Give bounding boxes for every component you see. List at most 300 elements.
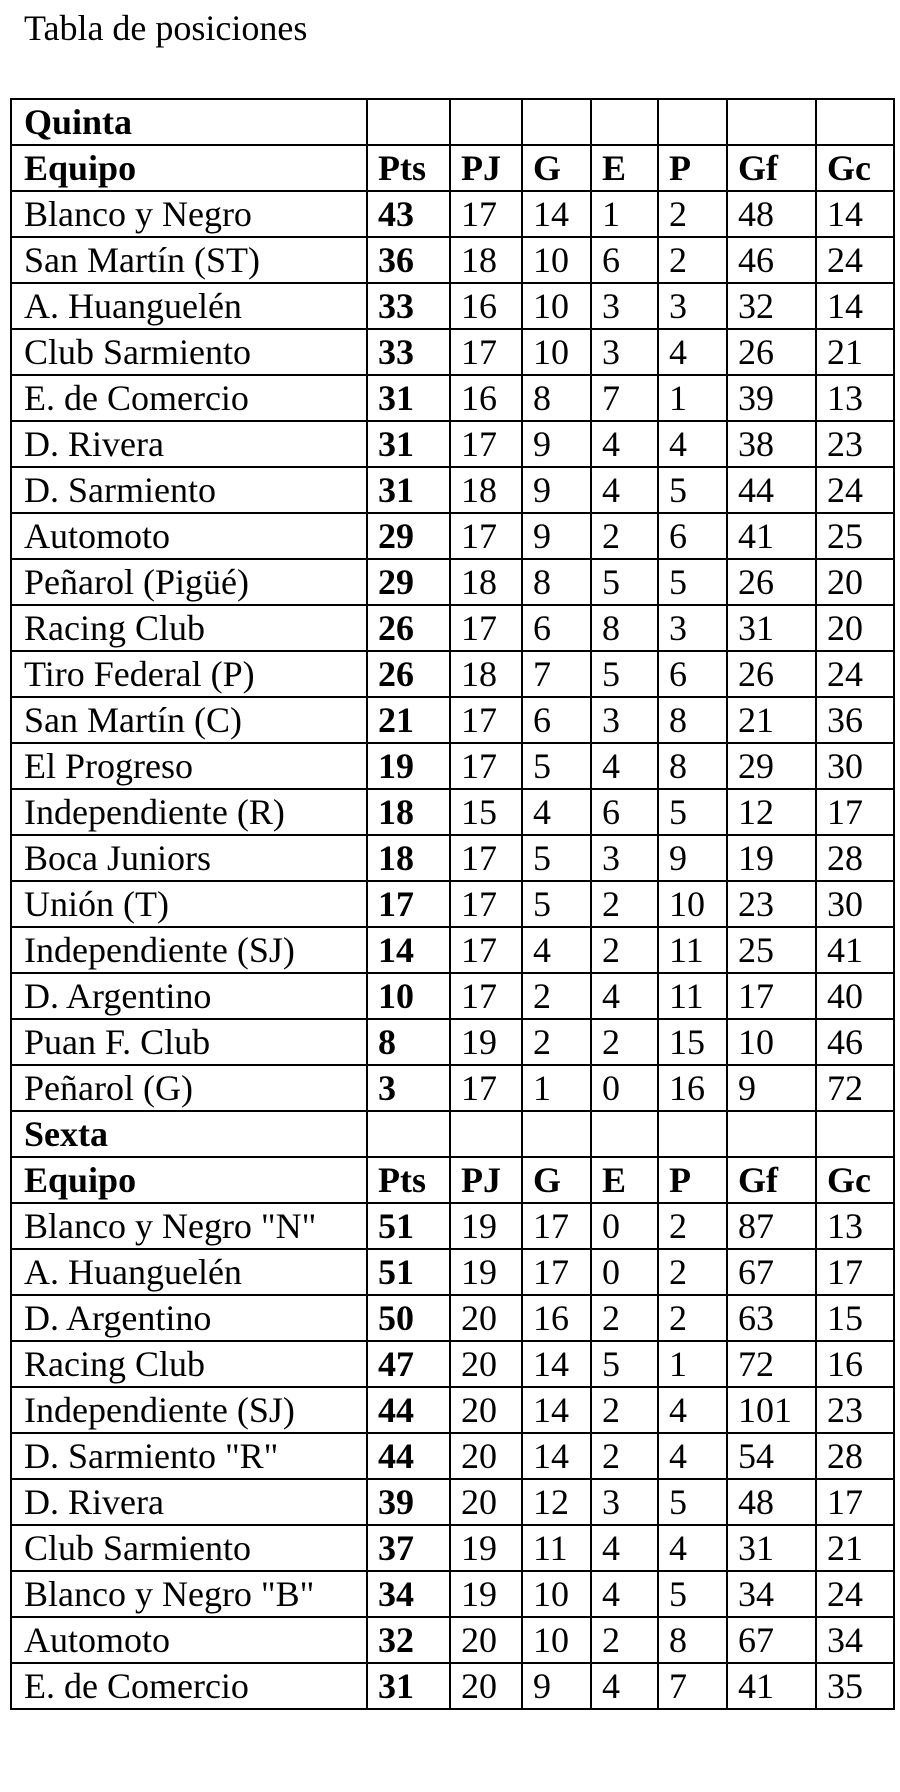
cell-pts: 18 xyxy=(367,835,450,881)
section-title: Quinta xyxy=(11,99,367,145)
cell-g: 14 xyxy=(522,1387,591,1433)
empty-cell xyxy=(591,1111,658,1157)
cell-pj: 17 xyxy=(450,605,522,651)
cell-team: Puan F. Club xyxy=(11,1019,367,1065)
cell-pts: 3 xyxy=(367,1065,450,1111)
cell-pts: 21 xyxy=(367,697,450,743)
empty-cell xyxy=(522,99,591,145)
table-row xyxy=(11,513,894,559)
cell-p: 4 xyxy=(658,421,727,467)
cell-p: 8 xyxy=(658,697,727,743)
cell-pj: 16 xyxy=(450,283,522,329)
cell-g: 14 xyxy=(522,191,591,237)
cell-p: 16 xyxy=(658,1065,727,1111)
cell-pts: 44 xyxy=(367,1433,450,1479)
table-row xyxy=(11,1295,894,1341)
cell-gc: 13 xyxy=(816,375,894,421)
cell-gc: 17 xyxy=(816,789,894,835)
cell-pts: 26 xyxy=(367,651,450,697)
cell-team: D. Argentino xyxy=(11,973,367,1019)
cell-p: 5 xyxy=(658,789,727,835)
cell-pts: 44 xyxy=(367,1387,450,1433)
cell-gf: 72 xyxy=(727,1341,816,1387)
column-header-gc: Gc xyxy=(816,1157,894,1203)
empty-cell xyxy=(727,99,816,145)
cell-gf: 101 xyxy=(727,1387,816,1433)
table-row xyxy=(11,559,894,605)
cell-pj: 19 xyxy=(450,1571,522,1617)
table-row xyxy=(11,651,894,697)
cell-gf: 38 xyxy=(727,421,816,467)
cell-p: 5 xyxy=(658,1479,727,1525)
table-row xyxy=(11,375,894,421)
cell-p: 2 xyxy=(658,1203,727,1249)
cell-gf: 32 xyxy=(727,283,816,329)
table-row xyxy=(11,1387,894,1433)
cell-team: Independiente (SJ) xyxy=(11,1387,367,1433)
cell-pts: 31 xyxy=(367,421,450,467)
cell-pj: 17 xyxy=(450,927,522,973)
column-header-gc: Gc xyxy=(816,145,894,191)
table-row xyxy=(11,421,894,467)
cell-pts: 17 xyxy=(367,881,450,927)
cell-g: 10 xyxy=(522,237,591,283)
cell-gf: 46 xyxy=(727,237,816,283)
cell-pj: 18 xyxy=(450,651,522,697)
cell-gc: 46 xyxy=(816,1019,894,1065)
cell-gf: 23 xyxy=(727,881,816,927)
cell-pj: 18 xyxy=(450,237,522,283)
cell-gc: 36 xyxy=(816,697,894,743)
cell-pj: 17 xyxy=(450,421,522,467)
cell-gc: 24 xyxy=(816,467,894,513)
cell-pts: 51 xyxy=(367,1203,450,1249)
cell-p: 11 xyxy=(658,927,727,973)
table-row xyxy=(11,973,894,1019)
cell-g: 16 xyxy=(522,1295,591,1341)
cell-gc: 40 xyxy=(816,973,894,1019)
cell-g: 14 xyxy=(522,1341,591,1387)
cell-g: 2 xyxy=(522,973,591,1019)
cell-g: 6 xyxy=(522,605,591,651)
cell-pj: 15 xyxy=(450,789,522,835)
table-row xyxy=(11,1249,894,1295)
cell-e: 2 xyxy=(591,513,658,559)
table-row xyxy=(11,1525,894,1571)
table-row xyxy=(11,1479,894,1525)
cell-team: Tiro Federal (P) xyxy=(11,651,367,697)
cell-pj: 20 xyxy=(450,1663,522,1709)
cell-team: Blanco y Negro xyxy=(11,191,367,237)
table-row xyxy=(11,605,894,651)
cell-pts: 37 xyxy=(367,1525,450,1571)
cell-team: D. Sarmiento xyxy=(11,467,367,513)
cell-g: 8 xyxy=(522,559,591,605)
cell-team: Peñarol (Pigüé) xyxy=(11,559,367,605)
cell-e: 6 xyxy=(591,789,658,835)
cell-g: 12 xyxy=(522,1479,591,1525)
table-row xyxy=(11,1203,894,1249)
cell-pts: 50 xyxy=(367,1295,450,1341)
cell-pj: 20 xyxy=(450,1341,522,1387)
cell-gc: 14 xyxy=(816,191,894,237)
cell-gc: 20 xyxy=(816,605,894,651)
cell-gc: 25 xyxy=(816,513,894,559)
empty-cell xyxy=(367,99,450,145)
cell-team: D. Rivera xyxy=(11,1479,367,1525)
cell-team: Peñarol (G) xyxy=(11,1065,367,1111)
cell-g: 9 xyxy=(522,1663,591,1709)
cell-pj: 19 xyxy=(450,1019,522,1065)
table-row xyxy=(11,1065,894,1111)
cell-pts: 26 xyxy=(367,605,450,651)
cell-pts: 29 xyxy=(367,559,450,605)
cell-gf: 31 xyxy=(727,605,816,651)
cell-e: 2 xyxy=(591,1295,658,1341)
cell-team: D. Argentino xyxy=(11,1295,367,1341)
cell-team: A. Huanguelén xyxy=(11,1249,367,1295)
cell-e: 5 xyxy=(591,1341,658,1387)
cell-pts: 31 xyxy=(367,1663,450,1709)
cell-pj: 17 xyxy=(450,191,522,237)
cell-p: 10 xyxy=(658,881,727,927)
cell-gc: 24 xyxy=(816,651,894,697)
cell-pts: 47 xyxy=(367,1341,450,1387)
cell-pts: 34 xyxy=(367,1571,450,1617)
cell-e: 1 xyxy=(591,191,658,237)
cell-g: 10 xyxy=(522,329,591,375)
table-row xyxy=(11,927,894,973)
cell-g: 5 xyxy=(522,743,591,789)
cell-team: Club Sarmiento xyxy=(11,1525,367,1571)
cell-team: El Progreso xyxy=(11,743,367,789)
cell-g: 5 xyxy=(522,835,591,881)
cell-team: Unión (T) xyxy=(11,881,367,927)
cell-e: 4 xyxy=(591,743,658,789)
cell-gf: 31 xyxy=(727,1525,816,1571)
cell-gf: 19 xyxy=(727,835,816,881)
cell-pj: 16 xyxy=(450,375,522,421)
cell-e: 4 xyxy=(591,1571,658,1617)
cell-gc: 17 xyxy=(816,1479,894,1525)
cell-g: 17 xyxy=(522,1203,591,1249)
cell-gf: 54 xyxy=(727,1433,816,1479)
table-row xyxy=(11,697,894,743)
cell-pj: 17 xyxy=(450,513,522,559)
cell-pj: 20 xyxy=(450,1387,522,1433)
cell-pj: 17 xyxy=(450,881,522,927)
cell-p: 4 xyxy=(658,1433,727,1479)
cell-g: 9 xyxy=(522,467,591,513)
cell-e: 3 xyxy=(591,835,658,881)
cell-gf: 17 xyxy=(727,973,816,1019)
cell-gf: 87 xyxy=(727,1203,816,1249)
cell-team: E. de Comercio xyxy=(11,375,367,421)
cell-g: 9 xyxy=(522,421,591,467)
cell-p: 11 xyxy=(658,973,727,1019)
cell-gf: 26 xyxy=(727,651,816,697)
cell-pj: 17 xyxy=(450,697,522,743)
cell-gf: 39 xyxy=(727,375,816,421)
column-header-gf: Gf xyxy=(727,1157,816,1203)
table-row xyxy=(11,881,894,927)
cell-g: 17 xyxy=(522,1249,591,1295)
empty-cell xyxy=(591,99,658,145)
cell-pj: 18 xyxy=(450,467,522,513)
cell-e: 2 xyxy=(591,1019,658,1065)
cell-e: 3 xyxy=(591,329,658,375)
section-title: Sexta xyxy=(11,1111,367,1157)
empty-cell xyxy=(367,1111,450,1157)
column-header-pts: Pts xyxy=(367,145,450,191)
table-row xyxy=(11,1663,894,1709)
column-header-row xyxy=(11,145,894,191)
standings-table xyxy=(10,98,895,1710)
cell-gf: 12 xyxy=(727,789,816,835)
cell-team: A. Huanguelén xyxy=(11,283,367,329)
cell-pj: 17 xyxy=(450,973,522,1019)
table-row xyxy=(11,743,894,789)
section-header-row xyxy=(11,1111,894,1157)
cell-gc: 23 xyxy=(816,421,894,467)
cell-g: 14 xyxy=(522,1433,591,1479)
cell-gc: 21 xyxy=(816,329,894,375)
cell-gc: 72 xyxy=(816,1065,894,1111)
cell-e: 4 xyxy=(591,467,658,513)
cell-e: 4 xyxy=(591,1525,658,1571)
column-header-pj: PJ xyxy=(450,145,522,191)
cell-e: 7 xyxy=(591,375,658,421)
cell-p: 7 xyxy=(658,1663,727,1709)
cell-p: 8 xyxy=(658,743,727,789)
cell-p: 5 xyxy=(658,559,727,605)
cell-team: D. Rivera xyxy=(11,421,367,467)
cell-pj: 17 xyxy=(450,1065,522,1111)
cell-pts: 10 xyxy=(367,973,450,1019)
cell-team: Automoto xyxy=(11,513,367,559)
cell-e: 3 xyxy=(591,697,658,743)
cell-e: 2 xyxy=(591,927,658,973)
cell-gc: 16 xyxy=(816,1341,894,1387)
cell-e: 2 xyxy=(591,1433,658,1479)
cell-gf: 44 xyxy=(727,467,816,513)
cell-gf: 67 xyxy=(727,1249,816,1295)
cell-pj: 20 xyxy=(450,1479,522,1525)
cell-gf: 63 xyxy=(727,1295,816,1341)
cell-g: 2 xyxy=(522,1019,591,1065)
cell-p: 6 xyxy=(658,651,727,697)
cell-gc: 17 xyxy=(816,1249,894,1295)
table-row xyxy=(11,329,894,375)
cell-g: 9 xyxy=(522,513,591,559)
table-row xyxy=(11,835,894,881)
cell-pts: 32 xyxy=(367,1617,450,1663)
cell-pj: 17 xyxy=(450,329,522,375)
table-row xyxy=(11,467,894,513)
cell-p: 3 xyxy=(658,605,727,651)
table-row xyxy=(11,1617,894,1663)
cell-pts: 39 xyxy=(367,1479,450,1525)
cell-p: 5 xyxy=(658,1571,727,1617)
cell-pj: 20 xyxy=(450,1295,522,1341)
column-header-p: P xyxy=(658,145,727,191)
cell-pj: 19 xyxy=(450,1203,522,1249)
cell-gf: 34 xyxy=(727,1571,816,1617)
cell-pj: 20 xyxy=(450,1617,522,1663)
cell-g: 11 xyxy=(522,1525,591,1571)
cell-e: 2 xyxy=(591,1617,658,1663)
table-row xyxy=(11,1571,894,1617)
cell-e: 5 xyxy=(591,651,658,697)
cell-p: 9 xyxy=(658,835,727,881)
column-header-g: G xyxy=(522,1157,591,1203)
cell-gf: 25 xyxy=(727,927,816,973)
cell-team: Blanco y Negro "B" xyxy=(11,1571,367,1617)
column-header-g: G xyxy=(522,145,591,191)
cell-e: 3 xyxy=(591,1479,658,1525)
cell-gc: 30 xyxy=(816,881,894,927)
cell-gc: 20 xyxy=(816,559,894,605)
cell-team: Blanco y Negro "N" xyxy=(11,1203,367,1249)
cell-gc: 24 xyxy=(816,1571,894,1617)
table-row xyxy=(11,191,894,237)
cell-gc: 13 xyxy=(816,1203,894,1249)
empty-cell xyxy=(816,99,894,145)
cell-gc: 28 xyxy=(816,835,894,881)
cell-pj: 18 xyxy=(450,559,522,605)
cell-pts: 19 xyxy=(367,743,450,789)
cell-e: 8 xyxy=(591,605,658,651)
cell-team: Club Sarmiento xyxy=(11,329,367,375)
cell-e: 4 xyxy=(591,1663,658,1709)
cell-team: Automoto xyxy=(11,1617,367,1663)
cell-e: 0 xyxy=(591,1203,658,1249)
cell-gc: 23 xyxy=(816,1387,894,1433)
cell-gc: 35 xyxy=(816,1663,894,1709)
cell-pts: 31 xyxy=(367,467,450,513)
cell-pj: 17 xyxy=(450,743,522,789)
cell-e: 2 xyxy=(591,1387,658,1433)
cell-gc: 28 xyxy=(816,1433,894,1479)
cell-p: 2 xyxy=(658,191,727,237)
cell-gc: 24 xyxy=(816,237,894,283)
cell-g: 5 xyxy=(522,881,591,927)
cell-g: 8 xyxy=(522,375,591,421)
cell-team: San Martín (C) xyxy=(11,697,367,743)
cell-p: 4 xyxy=(658,329,727,375)
empty-cell xyxy=(450,99,522,145)
column-header-row xyxy=(11,1157,894,1203)
cell-e: 4 xyxy=(591,973,658,1019)
cell-e: 2 xyxy=(591,881,658,927)
column-header-team: Equipo xyxy=(11,1157,367,1203)
column-header-e: E xyxy=(591,1157,658,1203)
cell-gc: 30 xyxy=(816,743,894,789)
cell-gf: 10 xyxy=(727,1019,816,1065)
cell-e: 0 xyxy=(591,1249,658,1295)
cell-team: E. de Comercio xyxy=(11,1663,367,1709)
cell-gc: 41 xyxy=(816,927,894,973)
cell-g: 10 xyxy=(522,1571,591,1617)
cell-pj: 20 xyxy=(450,1433,522,1479)
cell-p: 6 xyxy=(658,513,727,559)
column-header-pj: PJ xyxy=(450,1157,522,1203)
standings-body xyxy=(11,99,894,1709)
cell-gf: 26 xyxy=(727,329,816,375)
cell-team: Racing Club xyxy=(11,605,367,651)
table-row xyxy=(11,789,894,835)
cell-team: Independiente (SJ) xyxy=(11,927,367,973)
cell-p: 8 xyxy=(658,1617,727,1663)
cell-team: Racing Club xyxy=(11,1341,367,1387)
cell-g: 6 xyxy=(522,697,591,743)
empty-cell xyxy=(658,99,727,145)
cell-gf: 41 xyxy=(727,513,816,559)
cell-p: 2 xyxy=(658,237,727,283)
cell-pj: 19 xyxy=(450,1525,522,1571)
cell-e: 0 xyxy=(591,1065,658,1111)
column-header-e: E xyxy=(591,145,658,191)
empty-cell xyxy=(450,1111,522,1157)
cell-team: Boca Juniors xyxy=(11,835,367,881)
cell-gc: 34 xyxy=(816,1617,894,1663)
empty-cell xyxy=(522,1111,591,1157)
column-header-pts: Pts xyxy=(367,1157,450,1203)
cell-g: 4 xyxy=(522,927,591,973)
cell-p: 1 xyxy=(658,1341,727,1387)
cell-g: 10 xyxy=(522,1617,591,1663)
cell-gf: 26 xyxy=(727,559,816,605)
cell-gf: 67 xyxy=(727,1617,816,1663)
cell-g: 4 xyxy=(522,789,591,835)
cell-pts: 31 xyxy=(367,375,450,421)
table-row xyxy=(11,237,894,283)
cell-pts: 14 xyxy=(367,927,450,973)
table-row xyxy=(11,1019,894,1065)
cell-p: 1 xyxy=(658,375,727,421)
cell-gf: 21 xyxy=(727,697,816,743)
cell-team: San Martín (ST) xyxy=(11,237,367,283)
cell-pj: 19 xyxy=(450,1249,522,1295)
cell-p: 2 xyxy=(658,1249,727,1295)
cell-p: 5 xyxy=(658,467,727,513)
table-row xyxy=(11,1341,894,1387)
cell-e: 4 xyxy=(591,421,658,467)
empty-cell xyxy=(727,1111,816,1157)
cell-e: 5 xyxy=(591,559,658,605)
cell-pts: 33 xyxy=(367,329,450,375)
cell-p: 2 xyxy=(658,1295,727,1341)
column-header-gf: Gf xyxy=(727,145,816,191)
table-row xyxy=(11,283,894,329)
cell-pts: 36 xyxy=(367,237,450,283)
cell-pts: 43 xyxy=(367,191,450,237)
cell-g: 1 xyxy=(522,1065,591,1111)
cell-pts: 51 xyxy=(367,1249,450,1295)
cell-g: 10 xyxy=(522,283,591,329)
section-header-row xyxy=(11,99,894,145)
cell-p: 4 xyxy=(658,1525,727,1571)
cell-gc: 15 xyxy=(816,1295,894,1341)
cell-p: 3 xyxy=(658,283,727,329)
empty-cell xyxy=(816,1111,894,1157)
document-title: Tabla de posiciones xyxy=(24,8,308,48)
cell-gf: 48 xyxy=(727,191,816,237)
cell-p: 4 xyxy=(658,1387,727,1433)
cell-gf: 41 xyxy=(727,1663,816,1709)
cell-gf: 48 xyxy=(727,1479,816,1525)
cell-g: 7 xyxy=(522,651,591,697)
